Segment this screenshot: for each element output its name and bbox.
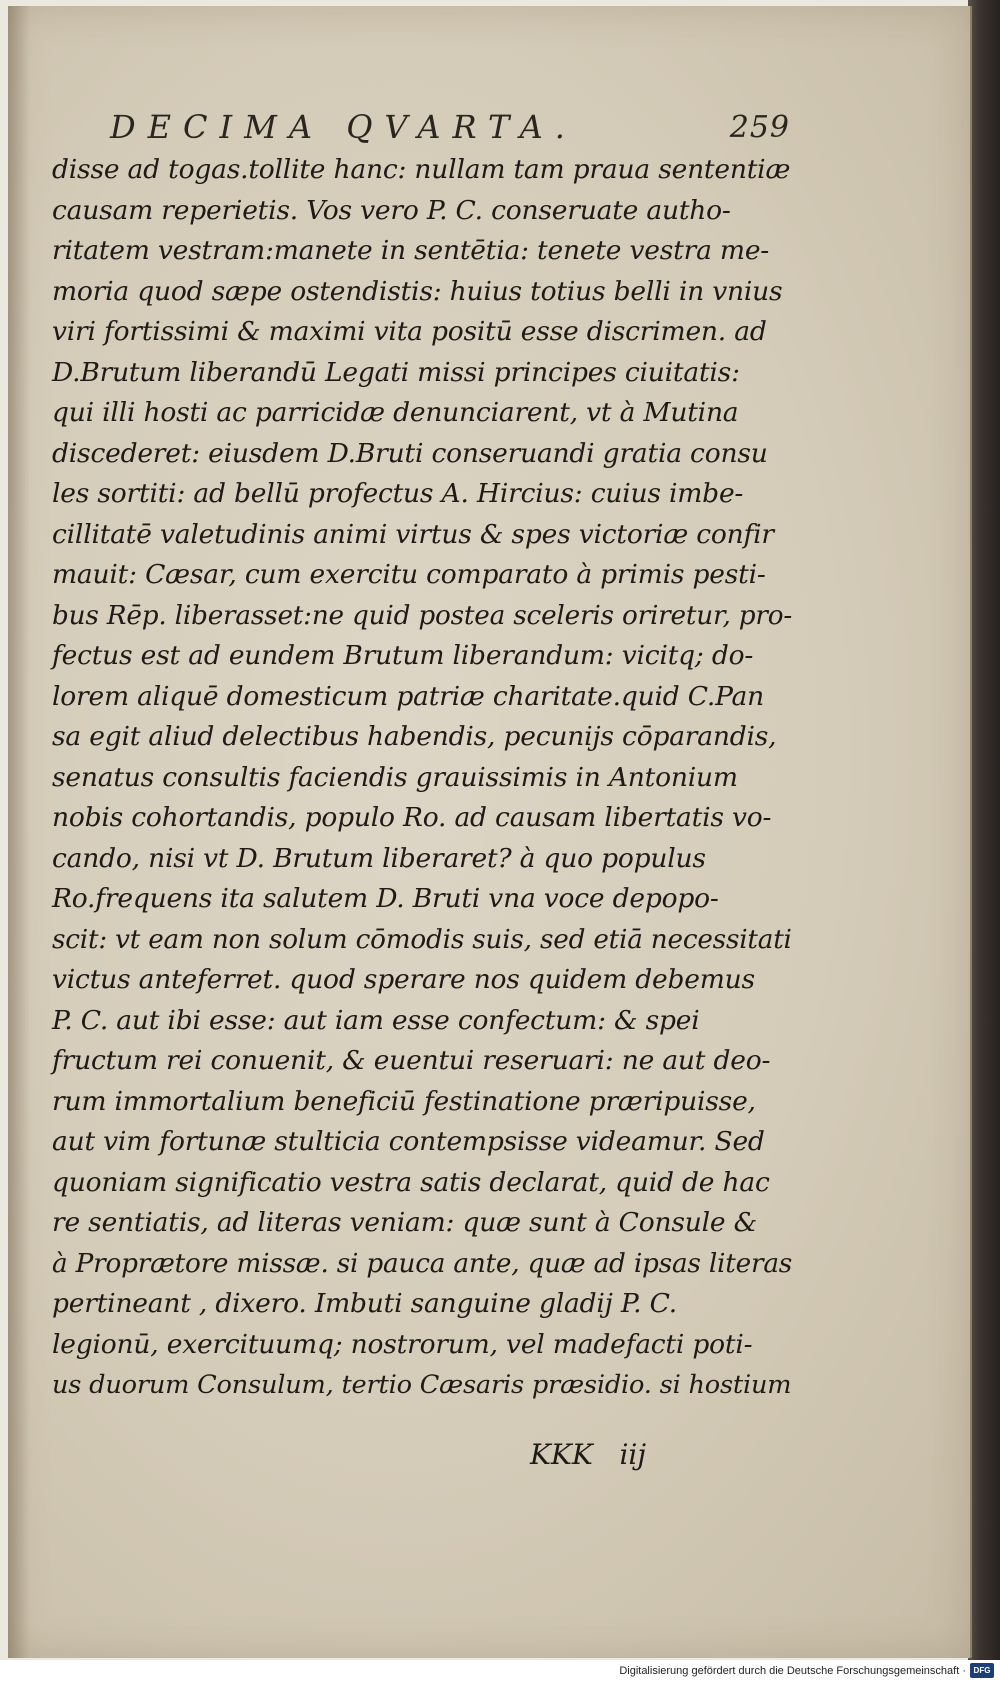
text-line: nobis cohortandis, populo Ro. ad causam libertatis vo-: [52, 802, 772, 833]
text-line: fructum rei conuenit, & euentui reseruari: ne aut deo-: [52, 1045, 771, 1076]
text-line: viri fortissimi & maximi vita positū esse discrimen. ad: [52, 316, 767, 347]
text-line: causam reperietis. Vos vero P. C. conseruate autho-: [52, 194, 731, 226]
text-line: bus Rēp. liberasset:ne quid postea sceleris oriretur, pro-: [52, 600, 793, 631]
running-head-title: DECIMA QVARTA.: [110, 108, 577, 146]
text-line: ritatem vestram:manete in sentētia: tenete vestra me-: [52, 235, 770, 266]
text-line: Ro.frequens ita salutem D. Bruti vna voce depopo-: [52, 883, 719, 914]
running-head: [110, 108, 790, 150]
text-line: rum immortalium beneficiū festinatione præripuisse,: [52, 1085, 756, 1117]
text-line: qui illi hosti ac parricidæ denunciarent, vt à Mutina: [52, 397, 739, 428]
text-line: cando, nisi vt D. Brutum liberaret? à quo populus: [52, 842, 706, 874]
text-line: D.Brutum liberandū Legati missi principes ciuitatis:: [52, 356, 740, 388]
text-line: senatus consultis faciendis grauissimis in Antonium: [52, 761, 738, 793]
text-line: P. C. aut ibi esse: aut iam esse confectum: & spei: [52, 1004, 700, 1036]
text-line: à Proprætore missæ. si pauca ante, quæ ad ipsas literas: [52, 1248, 793, 1279]
text-line: quoniam significatio vestra satis declarat, quid de hac: [52, 1166, 770, 1198]
text-line: moria quod sæpe ostendistis: huius totius belli in vnius: [52, 275, 783, 307]
book-binding-edge: [968, 0, 1000, 1660]
text-line: mauit: Cæsar, cum exercitu comparato à primis pesti-: [52, 559, 766, 590]
spine-shadow: [8, 6, 30, 1658]
signature-mark: KKK iij: [530, 1438, 647, 1471]
text-line: victus anteferret. quod sperare nos quidem debemus: [52, 964, 755, 995]
text-line: sa egit aliud delectibus habendis, pecunijs cōparandis,: [52, 721, 777, 752]
text-line: discederet: eiusdem D.Bruti conseruandi gratia consu: [52, 437, 768, 469]
page-number: 259: [729, 110, 790, 145]
text-line: lorem aliquē domesticum patriæ charitate.quid C.Pan: [52, 680, 765, 712]
dfg-logo: DFG: [970, 1663, 994, 1678]
text-line: re sentiatis, ad literas veniam: quæ sunt à Consule &: [52, 1207, 757, 1238]
footer-credit: Digitalisierung gefördert durch die Deutsche Forschungsgemeinschaft ·: [619, 1665, 966, 1677]
footer-bar: [0, 1660, 1000, 1683]
text-line: cillitatē valetudinis animi virtus & spes victoriæ confir: [52, 518, 774, 550]
text-line: aut vim fortunæ stulticia contempsisse videamur. Sed: [52, 1126, 765, 1157]
text-line: les sortiti: ad bellū profectus A. Hircius: cuius imbe-: [52, 478, 744, 509]
text-line: scit: vt eam non solum cōmodis suis, sed etiā necessitati: [52, 924, 792, 955]
text-line: pertineant , dixero. Imbuti sanguine gladij P. C.: [52, 1288, 677, 1319]
text-line: fectus est ad eundem Brutum liberandum: vicitq; do-: [52, 640, 754, 671]
text-line: us duorum Consulum, tertio Cæsaris præsidio. si hostium: [52, 1370, 792, 1400]
body-text: [52, 150, 792, 1406]
text-line: disse ad togas.tollite hanc: nullam tam praua sententiæ: [52, 154, 791, 185]
text-line: legionū, exercituumq; nostrorum, vel madefacti poti-: [52, 1328, 753, 1360]
